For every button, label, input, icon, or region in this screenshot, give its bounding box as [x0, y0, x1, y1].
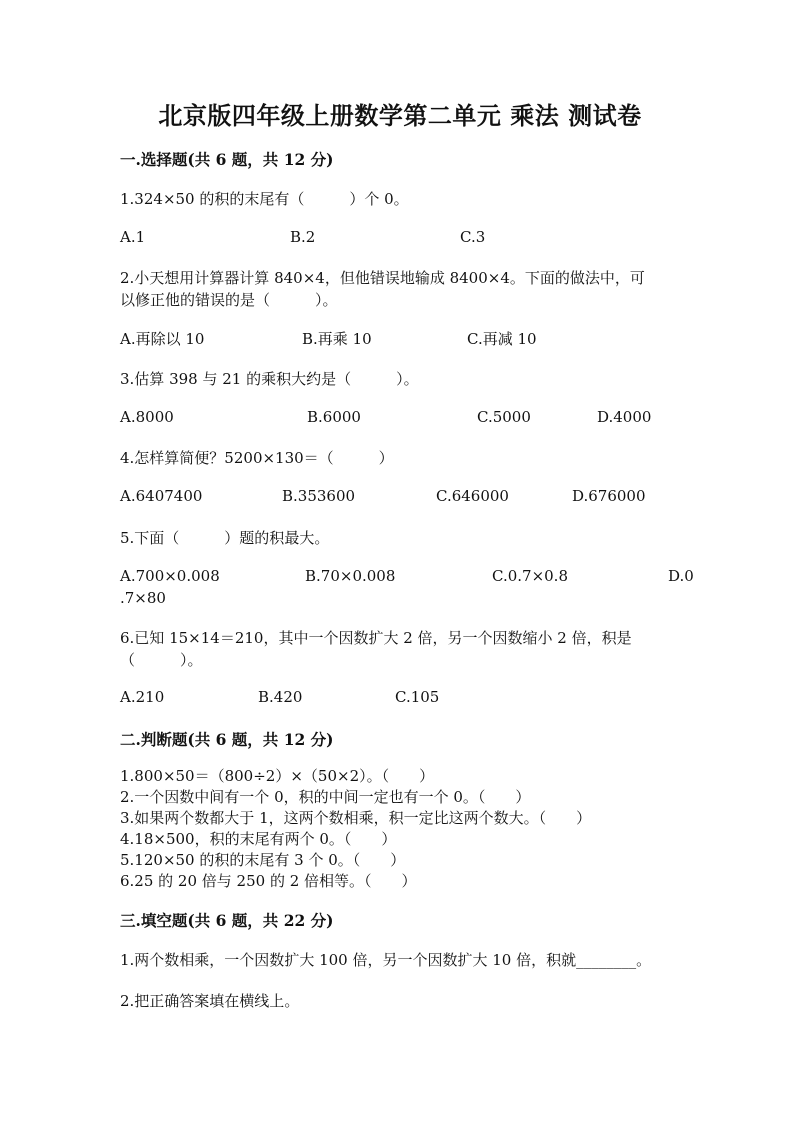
choice-q4-option-b: B.353600 [282, 487, 356, 505]
choice-q3-option-a: A.8000 [120, 408, 174, 426]
choice-q3-option-b: B.6000 [307, 408, 361, 426]
choice-q4-option-a: A.6407400 [120, 487, 203, 505]
fill-q1: 1.两个数相乘，一个因数扩大 100 倍，另一个因数扩大 10 倍，积就________。 [120, 951, 652, 969]
choice-q5-option-b: B.70×0.008 [305, 567, 396, 585]
judge-item: 6.25 的 20 倍与 250 的 2 倍相等。（ ） [120, 872, 417, 890]
choice-q1-option-b: B.2 [290, 228, 316, 246]
choice-q2-stem-line1: 2.小天想用计算器计算 840×4，但他错误地输成 8400×4。下面的做法中，可 [120, 269, 645, 287]
choice-q6-stem-line1: 6.已知 15×14＝210，其中一个因数扩大 2 倍，另一个因数缩小 2 倍，积是 [120, 629, 632, 647]
choice-q2-option-b: B.再乘 10 [302, 330, 372, 348]
choice-q5-option-c: C.0.7×0.8 [492, 567, 568, 585]
judge-item: 4.18×500，积的末尾有两个 0。（ ） [120, 830, 397, 848]
fill-q2: 2.把正确答案填在横线上。 [120, 992, 300, 1010]
judge-item: 2.一个因数中间有一个 0，积的中间一定也有一个 0。（ ） [120, 788, 531, 806]
judge-item: 3.如果两个数都大于 1，这两个数相乘，积一定比这两个数大。（ ） [120, 809, 592, 827]
choice-q6-option-a: A.210 [120, 688, 165, 706]
choice-q2-option-a: A.再除以 10 [120, 330, 205, 348]
choice-q5-option-d-part2: .7×80 [120, 589, 166, 607]
choice-q6-stem-line2: （ ）。 [120, 651, 203, 669]
choice-q3-option-d: D.4000 [597, 408, 652, 426]
choice-q6-option-b: B.420 [258, 688, 303, 706]
section-heading-choice: 一.选择题(共 6 题，共 12 分) [120, 150, 334, 169]
judge-item: 1.800×50＝（800÷2）×（50×2）。（ ） [120, 767, 435, 785]
choice-q4-stem: 4.怎样算简便？5200×130＝（ ） [120, 449, 394, 467]
choice-q5-option-d-part1: D.0 [668, 567, 694, 585]
choice-q2-option-c: C.再减 10 [467, 330, 537, 348]
section-heading-judge: 二.判断题(共 6 题，共 12 分) [120, 730, 334, 749]
choice-q4-option-d: D.676000 [572, 487, 646, 505]
choice-q5-stem: 5.下面（ ）题的积最大。 [120, 529, 330, 547]
page-title: 北京版四年级上册数学第二单元 乘法 测试卷 [158, 101, 642, 130]
choice-q3-stem: 3.估算 398 与 21 的乘积大约是（ ）。 [120, 370, 419, 388]
choice-q4-option-c: C.646000 [436, 487, 509, 505]
section-heading-fill: 三.填空题(共 6 题，共 22 分) [120, 911, 334, 930]
choice-q1-option-a: A.1 [120, 228, 146, 246]
judge-item: 5.120×50 的积的末尾有 3 个 0。（ ） [120, 851, 406, 869]
choice-q6-option-c: C.105 [395, 688, 440, 706]
choice-q5-option-a: A.700×0.008 [120, 567, 220, 585]
choice-q3-option-c: C.5000 [477, 408, 531, 426]
choice-q1-stem: 1.324×50 的积的末尾有（ ）个 0。 [120, 190, 409, 208]
choice-q2-stem-line2: 以修正他的错误的是（ ）。 [120, 291, 338, 309]
choice-q1-option-c: C.3 [460, 228, 486, 246]
